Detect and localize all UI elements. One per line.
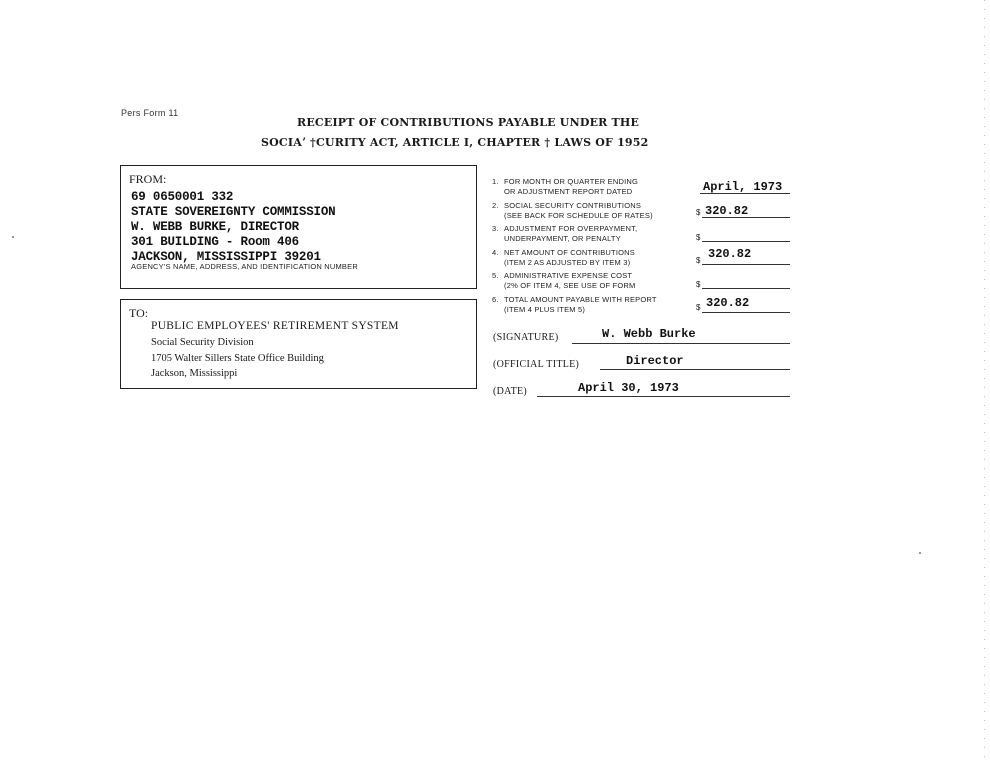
signature-value: W. Webb Burke bbox=[602, 327, 696, 341]
item-text-line: (2% OF ITEM 4, SEE USE OF FORM bbox=[504, 281, 636, 290]
form-code: Pers Form 11 bbox=[121, 108, 179, 118]
date-label: (DATE) bbox=[493, 386, 528, 397]
item-2-dollar: $ bbox=[696, 208, 701, 217]
agency-building-line: 301 BUILDING - Room 406 bbox=[131, 235, 299, 249]
to-organization: PUBLIC EMPLOYEES' RETIREMENT SYSTEM bbox=[151, 320, 399, 332]
signature-rule bbox=[572, 343, 790, 344]
item-text-line: FOR MONTH OR QUARTER ENDING bbox=[504, 177, 639, 186]
item-number: 2. bbox=[492, 201, 499, 210]
item-4 bbox=[492, 248, 635, 268]
page-edge-dots bbox=[984, 0, 985, 763]
to-city: Jackson, Mississippi bbox=[151, 368, 238, 379]
date-value: April 30, 1973 bbox=[578, 381, 679, 395]
item-3-rule bbox=[702, 241, 790, 242]
item-5 bbox=[492, 271, 635, 291]
item-text-line: (ITEM 2 AS ADJUSTED BY ITEM 3) bbox=[504, 258, 631, 267]
item-text-line: NET AMOUNT OF CONTRIBUTIONS bbox=[504, 248, 635, 257]
item-2 bbox=[492, 201, 653, 221]
item-number: 4. bbox=[492, 248, 499, 257]
item-3-dollar: $ bbox=[696, 233, 701, 242]
item-6-value: 320.82 bbox=[706, 296, 750, 310]
item-text-line: SOCIAL SECURITY CONTRIBUTIONS bbox=[504, 201, 642, 210]
item-4-value: 320.82 bbox=[708, 247, 752, 261]
scan-speck bbox=[919, 552, 921, 554]
item-text-line: UNDERPAYMENT, OR PENALTY bbox=[504, 234, 621, 243]
official-title-value: Director bbox=[626, 354, 684, 368]
to-box bbox=[120, 299, 477, 389]
item-number: 3. bbox=[492, 224, 499, 233]
form-title-line-2: SOCIAʼ †CURITY ACT, ARTICLE I, CHAPTER † LAWS OF 1952 bbox=[261, 136, 649, 149]
item-number: 1. bbox=[492, 177, 499, 186]
agency-director-line: W. WEBB BURKE, DIRECTOR bbox=[131, 220, 299, 234]
official-title-label: (OFFICIAL TITLE) bbox=[493, 359, 580, 370]
to-division: Social Security Division bbox=[151, 337, 254, 348]
to-address: 1705 Walter Sillers State Office Building bbox=[151, 353, 324, 364]
item-text-line: ADJUSTMENT FOR OVERPAYMENT, bbox=[504, 224, 638, 233]
item-5-dollar: $ bbox=[696, 280, 701, 289]
scan-speck bbox=[12, 236, 14, 238]
date-rule bbox=[537, 396, 790, 397]
item-6-dollar: $ bbox=[696, 303, 701, 312]
agency-caption: AGENCY'S NAME, ADDRESS, AND IDENTIFICATION NUMBER bbox=[131, 262, 358, 271]
item-1 bbox=[492, 177, 638, 197]
item-4-rule bbox=[702, 264, 790, 265]
item-text-line: (ITEM 4 PLUS ITEM 5) bbox=[504, 305, 586, 314]
official-title-rule bbox=[600, 369, 790, 370]
item-text-line: OR ADJUSTMENT REPORT DATED bbox=[504, 187, 633, 196]
agency-city-line: JACKSON, MISSISSIPPI 39201 bbox=[131, 250, 321, 264]
item-5-rule bbox=[702, 288, 790, 289]
item-text-line: TOTAL AMOUNT PAYABLE WITH REPORT bbox=[504, 295, 657, 304]
item-1-value: April, 1973 bbox=[703, 180, 783, 194]
from-label: FROM: bbox=[129, 172, 167, 186]
from-box bbox=[120, 165, 477, 289]
agency-id-line: 69 0650001 332 bbox=[131, 190, 234, 204]
item-2-value: 320.82 bbox=[705, 204, 749, 218]
to-label: TO: bbox=[129, 306, 149, 320]
item-6-rule bbox=[702, 312, 790, 313]
item-number: 6. bbox=[492, 295, 499, 304]
item-6 bbox=[492, 295, 657, 315]
form-title-line-1: RECEIPT OF CONTRIBUTIONS PAYABLE UNDER THE bbox=[297, 116, 640, 129]
item-text-line: ADMINISTRATIVE EXPENSE COST bbox=[504, 271, 633, 280]
item-3 bbox=[492, 224, 637, 244]
item-4-dollar: $ bbox=[696, 256, 701, 265]
item-number: 5. bbox=[492, 271, 499, 280]
agency-name-line: STATE SOVEREIGNTY COMMISSION bbox=[131, 205, 336, 219]
item-text-line: (SEE BACK FOR SCHEDULE OF RATES) bbox=[504, 211, 653, 220]
signature-label: (SIGNATURE) bbox=[493, 332, 559, 343]
